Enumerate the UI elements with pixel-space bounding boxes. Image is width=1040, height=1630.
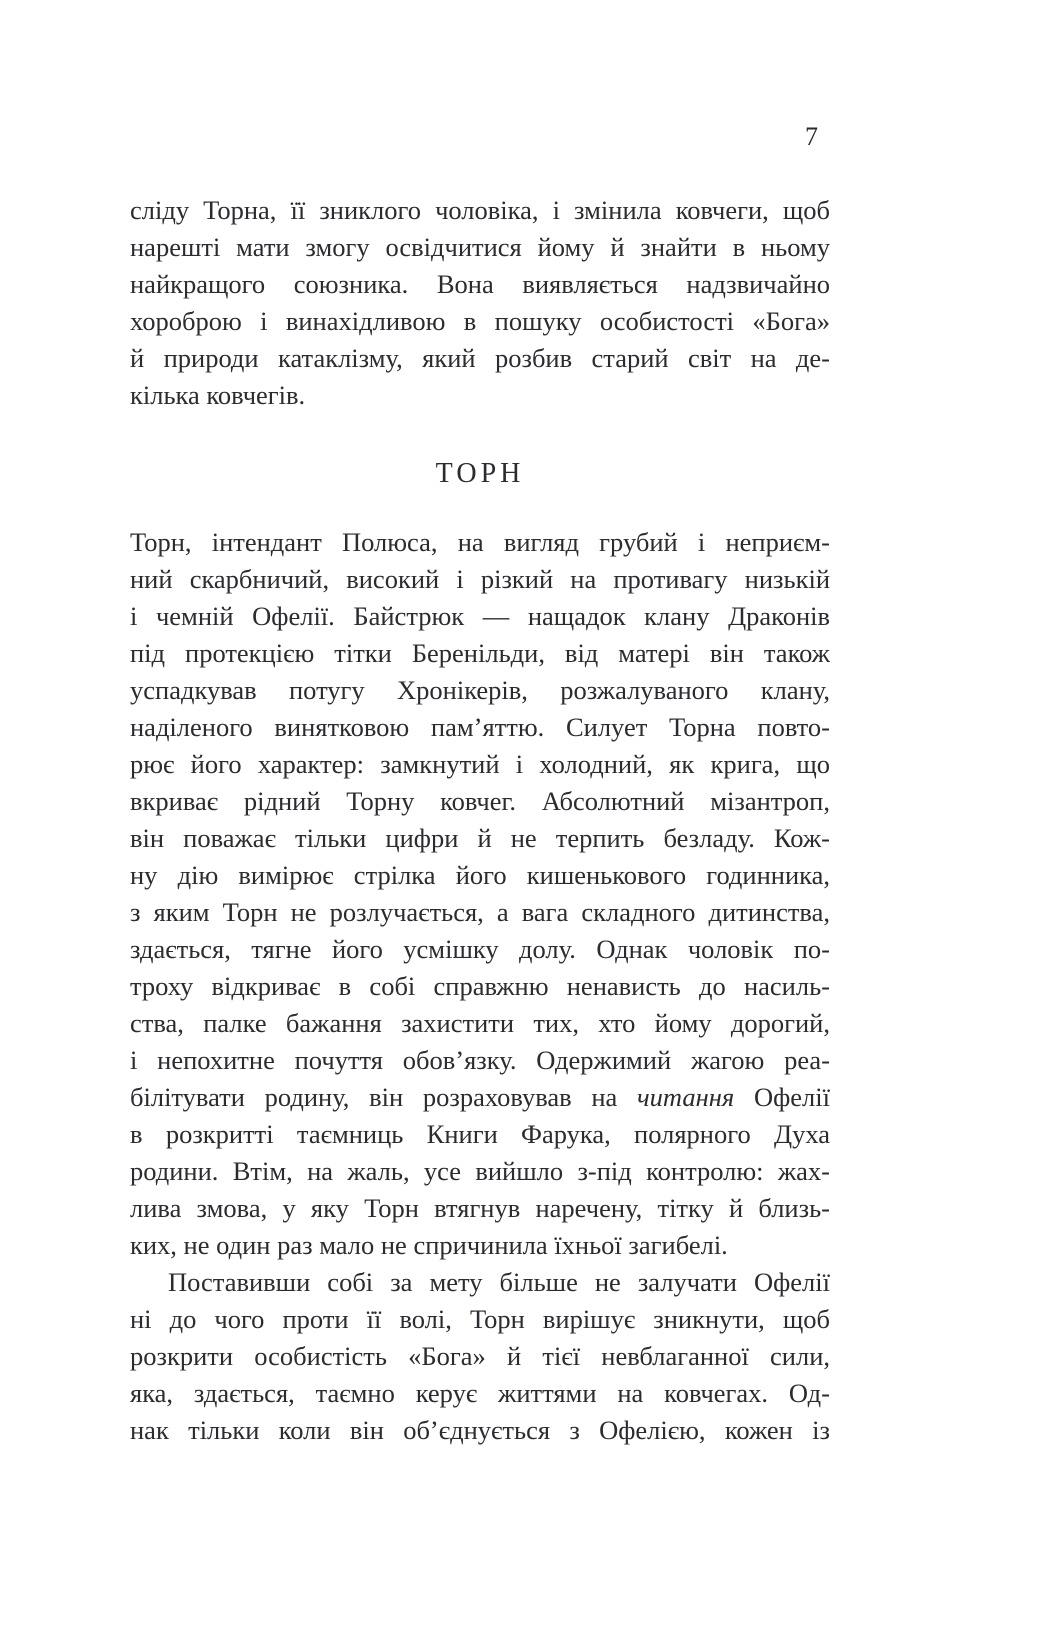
page-content <box>130 0 830 1449</box>
text-line: нак тільки коли він об’єднується з Офелією, кожен із <box>130 1415 830 1445</box>
text-line: ні до чого проти її волі, Торн вирішує зникнути, щоб <box>130 1304 830 1334</box>
text-line: Поставивши собі за мету більше не залучати Офелії <box>168 1267 830 1297</box>
text-line: і непохитне почуття обов’язку. Одержимий жагою реа- <box>130 1045 830 1075</box>
closing-paragraph <box>130 1264 830 1449</box>
text-line: нарешті мати змогу освідчитися йому й знайти в ньому <box>130 232 830 262</box>
text-line: й природи катаклізму, який розбив старий світ на де- <box>130 343 830 373</box>
text-line: ких, не один раз мало не спричинила їхньої загибелі. <box>130 1230 728 1260</box>
text-line: троху відкриває в собі справжню ненависть до насиль- <box>130 971 830 1001</box>
text-line: ства, палке бажання захистити тих, хто йому дорогий, <box>130 1008 830 1038</box>
text-line: вкриває рідний Торну ковчег. Абсолютний мізантроп, <box>130 786 830 816</box>
intro-paragraph <box>130 192 830 414</box>
text-line: в розкритті таємниць Книги Фарука, полярного Духа <box>130 1119 830 1149</box>
italic-term: читання <box>637 1082 735 1112</box>
text-line: успадкував потугу Хронікерів, розжалуваного клану, <box>130 675 830 705</box>
text-line: з яким Торн не розлучається, а вага складного дитинства, <box>130 897 830 927</box>
section-heading: ТОРН <box>435 458 525 489</box>
text-line: яка, здається, таємно керує життями на ковчегах. Од- <box>130 1378 830 1408</box>
text-line: він поважає тільки цифри й не терпить безладу. Кож- <box>130 823 830 853</box>
page-number: 7 <box>805 122 818 151</box>
text-line: розкрити особистість «Бога» й тієї невблаганної сили, <box>130 1341 830 1371</box>
text-line: і чемній Офелії. Байстрюк — нащадок клану Драконів <box>130 601 830 631</box>
text-line-with-italic <box>130 1079 830 1116</box>
text-line: під протекцією тітки Беренільди, від матері він також <box>130 638 830 668</box>
torn-paragraph <box>130 524 830 1264</box>
text-segment: Офелії <box>734 1082 830 1112</box>
text-line: кілька ковчегів. <box>130 380 306 410</box>
text-line: родини. Втім, на жаль, усе вийшло з-під контролю: жах- <box>130 1156 830 1186</box>
text-line: Торн, інтендант Полюса, на вигляд грубий і неприєм- <box>130 527 830 557</box>
text-line: здається, тягне його усмішку долу. Однак чоловік по- <box>130 934 830 964</box>
text-line: сліду Торна, її зниклого чоловіка, і змінила ковчеги, щоб <box>130 195 830 225</box>
text-line: найкращого союзника. Вона виявляється надзвичайно <box>130 269 830 299</box>
text-segment: білітувати родину, він розраховував на <box>130 1082 638 1112</box>
text-line: хороброю і винахідливою в пошуку особистості «Бога» <box>130 306 830 336</box>
text-line: лива змова, у яку Торн втягнув наречену, тітку й близь- <box>130 1193 830 1223</box>
text-line: ний скарбничий, високий і різкий на противагу низькій <box>130 564 830 594</box>
text-line: ну дію вимірює стрілка його кишенькового годинника, <box>130 860 830 890</box>
text-line: рює його характер: замкнутий і холодний, як крига, що <box>130 749 830 779</box>
text-line: наділеного винятковою пам’яттю. Силует Торна повто- <box>130 712 830 742</box>
